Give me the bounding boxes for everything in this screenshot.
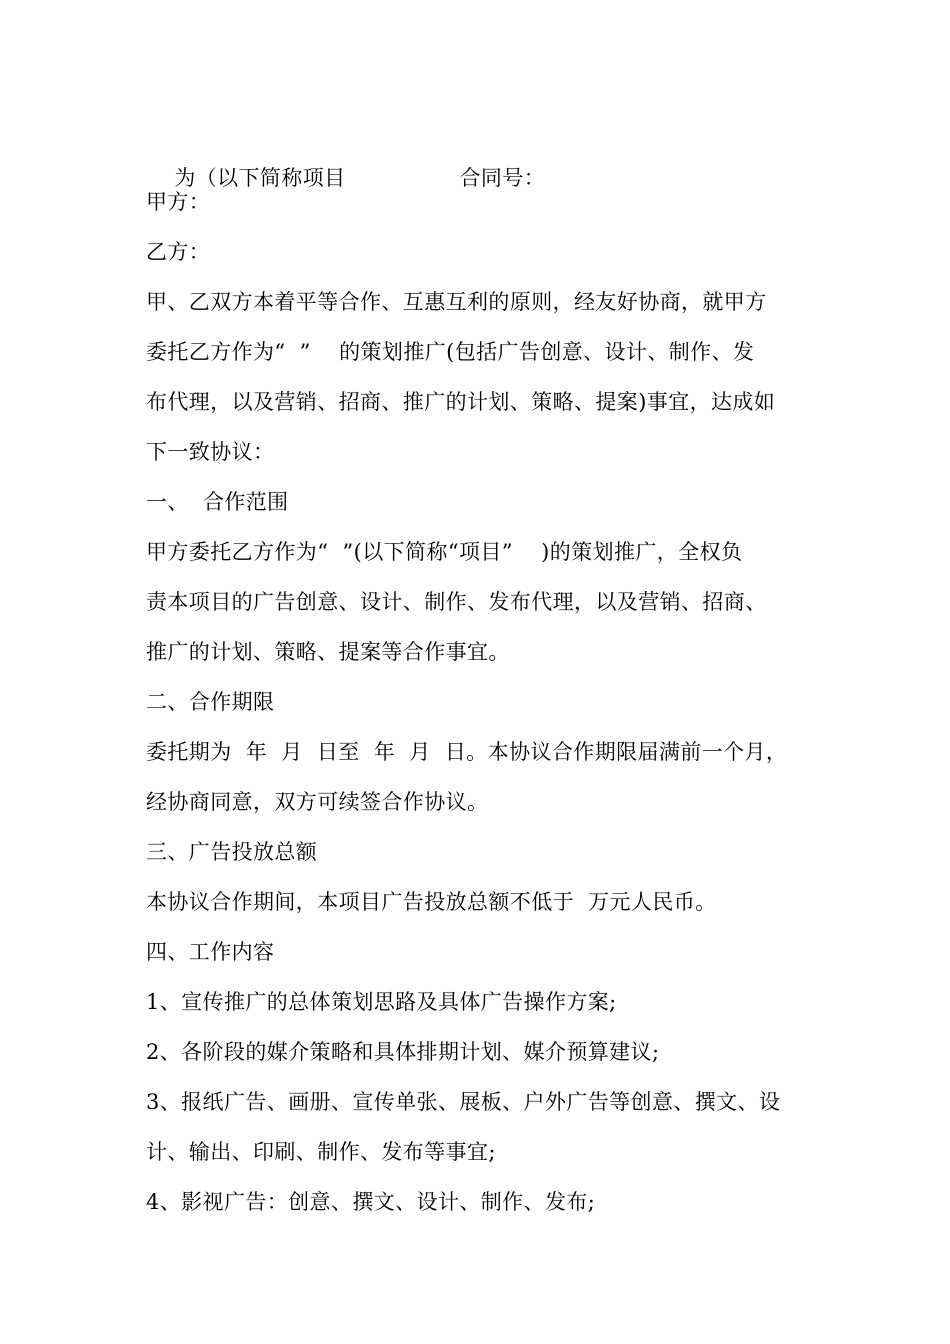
section-4-item-2: 2、各阶段的媒介策略和具体排期计划、媒介预算建议; (146, 1040, 660, 1064)
section-2-title: 二、合作期限 (146, 690, 275, 714)
section-3-title: 三、广告投放总额 (146, 840, 318, 864)
section-1-line-2: 责本项目的广告创意、设计、制作、发布代理，以及营销、招商、 (146, 590, 767, 614)
section-1-line-3: 推广的计划、策略、提案等合作事宜。 (146, 640, 510, 664)
section-1-line-1: 甲方委托乙方作为“ ”(以下简称“项目” )的策划推广，全权负 (146, 540, 743, 564)
intro-line-1: 甲、乙双方本着平等合作、互惠互利的原则，经友好协商，就甲方 (146, 290, 767, 314)
section-4-title: 四、工作内容 (146, 940, 275, 964)
section-2-line-1: 委托期为 年 月 日至 年 月 日。本协议合作期限届满前一个月， (146, 740, 788, 764)
section-3-line-1: 本协议合作期间，本项目广告投放总额不低于 万元人民币。 (146, 890, 717, 914)
party-b-label: 乙方： (146, 240, 211, 264)
section-4-item-4: 4、影视广告：创意、撰文、设计、制作、发布; (146, 1190, 596, 1214)
section-4-item-3: 3、报纸广告、画册、宣传单张、展板、户外广告等创意、撰文、设 (146, 1090, 781, 1114)
section-2-line-2: 经协商同意，双方可续签合作协议。 (146, 790, 489, 814)
contract-number-label: 合同号： (459, 166, 546, 190)
intro-line-4: 下一致协议： (146, 440, 275, 464)
section-1-title: 一、 合作范围 (146, 490, 289, 514)
intro-line-2: 委托乙方作为“ ” 的策划推广(包括广告创意、设计、制作、发 (146, 340, 755, 364)
intro-line-3: 布代理，以及营销、招商、推广的计划、策略、提案)事宜，达成如 (146, 390, 776, 414)
party-a-label: 甲方： (146, 190, 211, 214)
project-label: 为（以下简称项目 (174, 166, 346, 190)
section-4-item-1: 1、宣传推广的总体策划思路及具体广告操作方案; (146, 990, 617, 1014)
section-4-item-3-continued: 计、输出、印刷、制作、发布等事宜; (146, 1140, 496, 1164)
